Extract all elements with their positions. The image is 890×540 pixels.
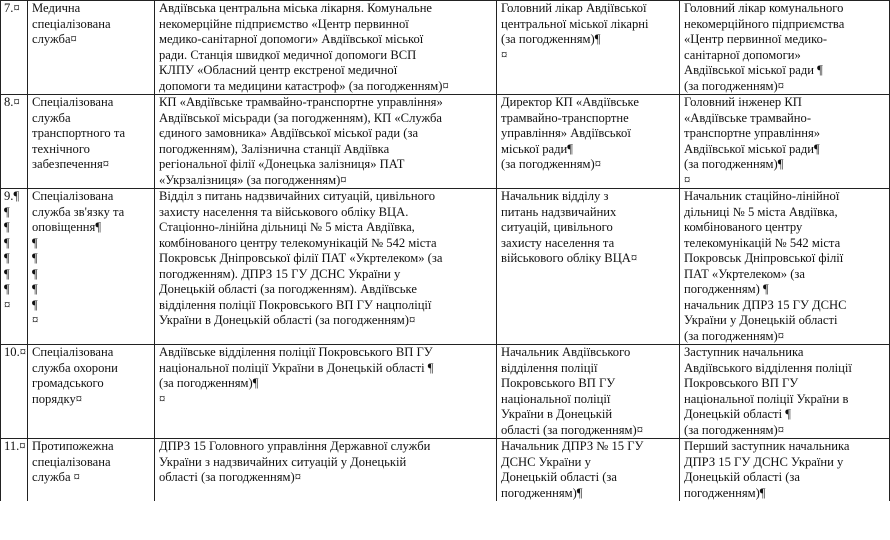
service-basis-cell <box>155 189 497 345</box>
cell-text-line: 11.¤ <box>4 439 26 453</box>
cell-text-line: Начальник відділу з <box>501 189 609 203</box>
cell-text-line: Головний інженер КП <box>684 95 802 109</box>
cell-text-line: ¶ <box>4 220 10 234</box>
cell-text-line: «Центр первинної медико- <box>684 32 828 46</box>
cell-text-line: ¶ <box>32 282 38 296</box>
cell-text-line: КЛПУ «Обласний центр екстреної медичної <box>159 63 398 77</box>
cell-text-line: Директор КП «Авдіївське <box>501 95 639 109</box>
cell-text-line: питань надзвичайних <box>501 204 617 219</box>
cell-text-line: захисту населення та військового обліку ВЦА. <box>159 204 409 219</box>
cell-text-line: Перший заступник начальника <box>684 439 850 453</box>
cell-text-line: військового обліку ВЦА¤ <box>501 251 638 265</box>
table-row <box>1 1 890 95</box>
cell-text-line: управління» Авдіївської <box>501 126 631 140</box>
cell-text-line: ¤ <box>501 47 508 62</box>
cell-text-line: Донецькій області (за <box>501 470 617 484</box>
cell-text-line: ¤ <box>4 297 11 312</box>
cell-text-line: Авдіївської міської ради ¶ <box>684 63 823 77</box>
cell-text-line: порядку¤ <box>32 391 83 406</box>
cell-text-line: області (за погодженням)¤ <box>159 470 301 484</box>
cell-text-line: (за погодженням)¶ <box>501 32 601 46</box>
cell-text-line: ¶ <box>32 251 38 265</box>
cell-text-line: Відділ з питань надзвичайних ситуацій, цивільного <box>159 189 436 203</box>
cell-text-line: дільниці № 5 міста Авдіївка, <box>684 204 838 219</box>
cell-text-line: єдиного замовника» Авдіївської міської ради (за <box>159 126 419 140</box>
service-deputy-cell <box>680 95 890 189</box>
service-head-cell <box>497 189 680 345</box>
cell-text-line: (за погодженням)¶ <box>684 157 784 171</box>
service-head-cell <box>497 1 680 95</box>
cell-text-line: спеціалізована <box>32 16 111 31</box>
cell-text-line: трамвайно-транспортне <box>501 110 629 125</box>
services-table-body <box>1 1 890 502</box>
cell-text-line: служба зв'язку та <box>32 204 125 219</box>
service-name-cell <box>28 95 155 189</box>
cell-text-line: (за погодженням)¤ <box>684 328 784 343</box>
cell-text-line: 8.¤ <box>4 95 20 109</box>
row-number-cell <box>1 1 28 95</box>
cell-text-line: Протипожежна <box>32 439 114 453</box>
cell-text-line: погодженням)¶ <box>501 485 583 500</box>
cell-text-line: служба ¤ <box>32 470 80 484</box>
cell-text-line: транспортне управління» <box>684 126 821 140</box>
cell-text-line: ¶ <box>4 251 10 265</box>
cell-text-line: Донецькій області ¶ <box>684 407 791 421</box>
cell-text-line: України в Донецькій області (за погодженням)¤ <box>159 313 416 327</box>
cell-text-line: ДСНС України у <box>501 454 591 469</box>
cell-text-line: ради. Станція швидкої медичної допомоги ВСП <box>159 47 417 62</box>
cell-text-line: національної поліції України в <box>684 391 849 406</box>
cell-text-line: 10.¤ <box>4 345 27 359</box>
cell-text-line: центральної міської лікарні <box>501 16 649 31</box>
cell-text-line: санітарної допомоги» <box>684 47 801 62</box>
cell-text-line: ¤ <box>159 391 166 406</box>
cell-text-line: Начальник ДПРЗ № 15 ГУ <box>501 439 644 453</box>
cell-text-line: служба охорони <box>32 360 118 375</box>
table-row <box>1 345 890 439</box>
cell-text-line: захисту населення та <box>501 235 615 250</box>
cell-text-line: ДПРЗ 15 Головного управління Державної служби <box>159 439 431 453</box>
cell-text-line: Заступник начальника <box>684 345 804 359</box>
cell-text-line: ¶ <box>4 266 10 281</box>
service-basis-cell <box>155 345 497 439</box>
row-number-cell <box>1 95 28 189</box>
cell-text-line: ¶ <box>32 297 38 312</box>
cell-text-line: регіональної філії «Донецька залізниця» ПАТ <box>159 157 405 171</box>
service-name-cell <box>28 1 155 95</box>
service-head-cell <box>497 345 680 439</box>
service-deputy-cell <box>680 345 890 439</box>
cell-text-line: відділення поліції <box>501 360 598 375</box>
cell-text-line: Начальник Авдіївського <box>501 345 631 359</box>
cell-text-line: Донецькій області (за погодженням). Авдіївське <box>159 282 417 296</box>
cell-text-line: громадського <box>32 376 104 390</box>
cell-text-line: Авдіївського відділення поліції <box>684 360 852 375</box>
cell-text-line: Спеціалізована <box>32 189 114 203</box>
cell-text-line: 7.¤ <box>4 1 20 15</box>
service-name-cell <box>28 189 155 345</box>
cell-text-line: ДПРЗ 15 ГУ ДСНС України у <box>684 454 844 469</box>
service-head-cell <box>497 439 680 502</box>
service-head-cell <box>497 95 680 189</box>
cell-text-line: національної поліції <box>501 391 611 406</box>
cell-text-line: (за погодженням)¤ <box>501 157 601 171</box>
row-number-cell <box>1 439 28 502</box>
cell-text-line: Авдіївської міської ради¶ <box>684 141 820 156</box>
cell-text-line: національної поліції України в Донецькій області ¶ <box>159 360 434 375</box>
cell-text-line: некомерційне підприємство «Центр первинної <box>159 16 409 31</box>
cell-text-line: Авдіївське відділення поліції Покровського ВП ГУ <box>159 345 433 359</box>
service-basis-cell <box>155 95 497 189</box>
cell-text-line: технічного <box>32 141 90 156</box>
service-name-cell <box>28 345 155 439</box>
cell-text-line: України в Донецькій <box>501 407 613 421</box>
cell-text-line: Головний лікар комунального <box>684 1 844 15</box>
cell-text-line: некомерційного підприємства <box>684 16 845 31</box>
cell-text-line: начальник ДПРЗ 15 ГУ ДСНС <box>684 297 847 312</box>
cell-text-line: ¤ <box>32 313 39 327</box>
service-deputy-cell <box>680 439 890 502</box>
cell-text-line: комбінованого центру телекомунікацій № 542 міста <box>159 235 437 250</box>
cell-text-line: погодженням), Залізнична станції Авдіївка <box>159 141 390 156</box>
cell-text-line: України у Донецькій області <box>684 313 838 327</box>
cell-text-line: ¤ <box>684 172 691 187</box>
row-number-cell <box>1 189 28 345</box>
cell-text-line: міської ради¶ <box>501 141 573 156</box>
cell-text-line: «Авдіївське трамвайно- <box>684 110 812 125</box>
service-deputy-cell <box>680 1 890 95</box>
cell-text-line: Начальник стаційно-лінійної <box>684 189 840 203</box>
cell-text-line: транспортного та <box>32 126 126 140</box>
cell-text-line: ¶ <box>4 282 10 296</box>
cell-text-line: забезпечення¤ <box>32 157 110 171</box>
row-number-cell <box>1 345 28 439</box>
cell-text-line: «Укрзалізниця» (за погодженням)¤ <box>159 172 347 187</box>
cell-text-line: Покровськ Дніпровської філії <box>684 251 844 265</box>
cell-text-line: допомоги та медицини катастроф» (за погодженням)¤ <box>159 78 449 93</box>
cell-text-line: служба <box>32 110 71 125</box>
cell-text-line: телекомунікацій № 542 міста <box>684 235 841 250</box>
cell-text-line: комбінованого центру <box>684 220 803 234</box>
service-basis-cell <box>155 1 497 95</box>
service-basis-cell <box>155 439 497 502</box>
cell-text-line: відділення поліції Покровського ВП ГУ нацполіції <box>159 297 432 312</box>
cell-text-line: Спеціалізована <box>32 95 114 109</box>
cell-text-line: Донецькій області (за <box>684 470 800 484</box>
cell-text-line: ¶ <box>4 204 10 219</box>
cell-text-line: 9.¶ <box>4 189 20 203</box>
cell-text-line: Авдіївської місьради (за погодженням), КП «Служба <box>159 110 443 125</box>
cell-text-line: Головний лікар Авдіївської <box>501 1 647 15</box>
cell-text-line: ¶ <box>4 235 10 250</box>
cell-text-line: погодженням) ¶ <box>684 282 769 296</box>
service-name-cell <box>28 439 155 502</box>
cell-text-line: Медична <box>32 1 81 15</box>
cell-text-line: Покровського ВП ГУ <box>501 376 616 390</box>
cell-text-line: Авдіївська центральна міська лікарня. Комунальне <box>159 1 433 15</box>
table-row <box>1 439 890 502</box>
cell-text-line: медико-санітарної допомоги» Авдіївської міської <box>159 32 424 46</box>
cell-text-line: Покровського ВП ГУ <box>684 376 799 390</box>
table-row <box>1 189 890 345</box>
cell-text-line: Покровськ Дніпровської філії ПАТ «Укртелеком» (за <box>159 251 443 265</box>
cell-text-line: оповіщення¶ <box>32 220 102 234</box>
cell-text-line: ПАТ «Укртелеком» (за <box>684 266 805 281</box>
cell-text-line: ¶ <box>32 266 38 281</box>
cell-text-line: погодженням). ДПРЗ 15 ГУ ДСНС України у <box>159 266 401 281</box>
cell-text-line: Стаціонно-лінійна дільниці № 5 міста Авдіївка, <box>159 220 415 234</box>
cell-text-line: (за погодженням)¶ <box>159 376 259 390</box>
cell-text-line: служба¤ <box>32 32 77 46</box>
cell-text-line: області (за погодженням)¤ <box>501 422 643 437</box>
cell-text-line: ¶ <box>32 235 38 250</box>
service-deputy-cell <box>680 189 890 345</box>
cell-text-line: погодженням)¶ <box>684 485 766 500</box>
cell-text-line: спеціалізована <box>32 454 111 469</box>
cell-text-line: Спеціалізована <box>32 345 114 359</box>
cell-text-line: України з надзвичайних ситуацій у Донецькій <box>159 454 407 469</box>
table-row <box>1 95 890 189</box>
cell-text-line: КП «Авдіївське трамвайно-транспортне управління» <box>159 95 443 109</box>
cell-text-line: ситуацій, цивільного <box>501 220 613 234</box>
cell-text-line: (за погодженням)¤ <box>684 422 784 437</box>
cell-text-line: (за погодженням)¤ <box>684 78 784 93</box>
